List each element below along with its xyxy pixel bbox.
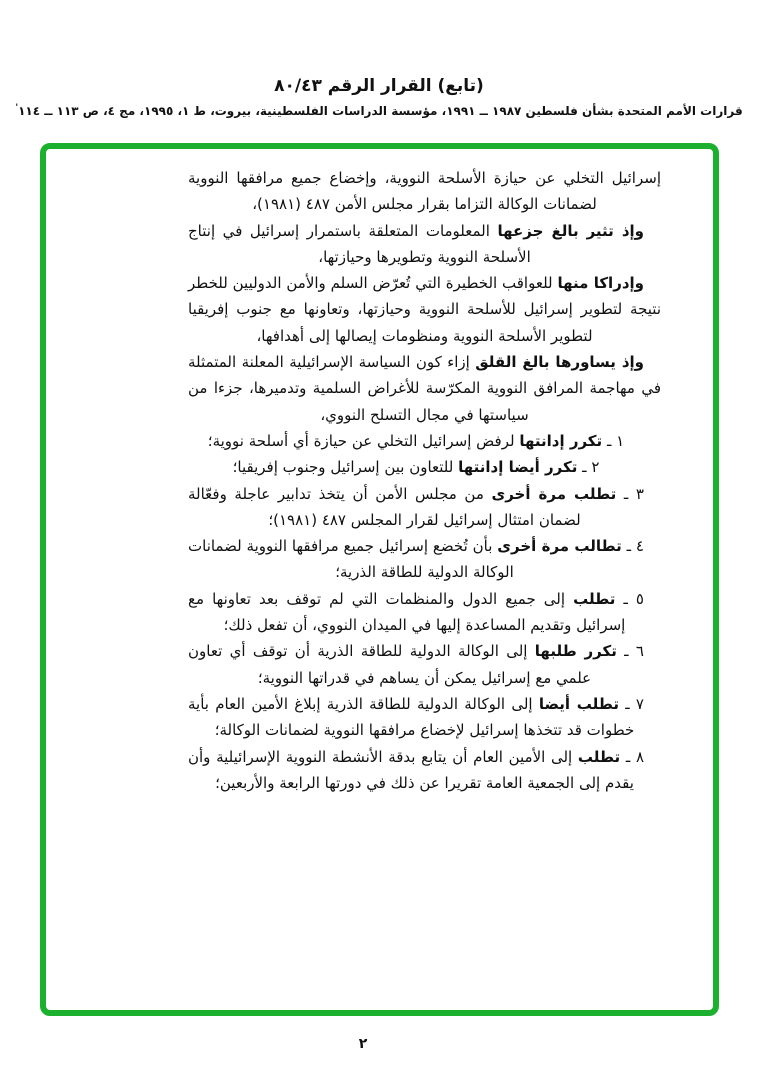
numbered-clause-6 (188, 638, 661, 691)
clause-verb: تكرر أيضا إدانتها (458, 458, 578, 477)
paragraph-lead: وإدراكا منها (557, 274, 645, 293)
numbered-clause-7 (188, 691, 661, 744)
numbered-clause-5 (188, 586, 661, 639)
preamble-paragraph (188, 349, 661, 428)
green-border-frame (40, 143, 719, 1016)
paragraph-text: المعلومات المتعلقة باستمرار إسرائيل في إنتاج الأسلحة النووية وتطويرها وحيازتها، (188, 221, 531, 266)
clause-verb: تطلب (577, 747, 621, 766)
clause-verb: تطلب (573, 589, 616, 608)
numbered-clause-1 (188, 428, 661, 454)
paragraph-lead: وإذ تثير بالغ جزعها (497, 221, 644, 240)
clause-text: إلى الأمين العام أن يتابع بدقة الأنشطة النووية الإسرائيلية وأن يقدم إلى الجمعية العامة تقريرا عن ذلك في دورتها الرابعة والأربعين؛ (188, 747, 634, 792)
clause-text: من مجلس الأمن أن يتخذ تدابير عاجلة وفعّالة لضمان امتثال إسرائيل لقرار المجلس ٤٨٧ (١٩٨١)؛ (188, 484, 581, 529)
clause-number: ٢ ـ (582, 458, 600, 477)
clause-number: ٨ ـ (625, 747, 644, 766)
clause-text: إلى الوكالة الدولية للطاقة الذرية أن توقف أي تعاون علمي مع إسرائيل يمكن أن يساهم في قدراتها النووية؛ (188, 642, 592, 687)
page-number: ٢ (358, 1036, 368, 1052)
paragraph-text: للعواقب الخطيرة التي تُعرّض السلم والأمن الدوليين للخطر نتيجة لتطوير إسرائيل للأسلحة النووية وحيازتها، وتعاونها مع جنوب إفريقيا لتطوير الأسلحة النووية ومنظومات إيصالها إلى أهدافها، (188, 274, 661, 345)
resolution-text-block (46, 149, 713, 796)
document-source-line (0, 103, 758, 118)
preamble-paragraph (188, 218, 661, 271)
numbered-clause-4 (188, 533, 661, 586)
footnote-mark: ' (15, 103, 19, 113)
numbered-clause-3 (188, 481, 661, 534)
clause-number: ٤ ـ (626, 537, 644, 556)
numbered-clause-8 (188, 744, 661, 797)
clause-number: ٣ ـ (623, 484, 644, 503)
clause-verb: تكرر إدانتها (519, 431, 603, 450)
clause-number: ١ ـ (606, 431, 625, 450)
paragraph-lead: وإذ يساورها بالغ القلق (475, 353, 644, 372)
paragraph-text: إسرائيل التخلي عن حيازة الأسلحة النووية، وإخضاع جميع مرافقها النووية لضمانات الوكالة التزاما بقرار مجلس الأمن ٤٨٧ (١٩٨١)، (188, 169, 661, 214)
clause-text: إلى جميع الدول والمنظمات التي لم توقف بعد تعاونها مع إسرائيل وتقديم المساعدة إليها في الميدان النووي، أن تفعل ذلك؛ (188, 589, 626, 635)
clause-verb: تطلب أيضا (538, 694, 619, 713)
clause-text: لرفض إسرائيل التخلي عن حيازة أي أسلحة نووية؛ (207, 431, 515, 450)
clause-text: إلى الوكالة الدولية للطاقة الذرية إبلاغ الأمين العام بأية خطوات قد تتخذها إسرائيل لإخضاع مرافقها النووية لضمانات الوكالة؛ (188, 694, 635, 740)
clause-number: ٥ ـ (623, 589, 644, 608)
clause-verb: تطلب مرة أخرى (491, 484, 617, 503)
clause-verb: تكرر طلبها (534, 642, 617, 661)
source-citation: قرارات الأمم المتحدة بشأن فلسطين ١٩٨٧ ــ ١٩٩١، مؤسسة الدراسات الفلسطينية، بيروت، ط ١، ١٩٩٥، مج ٤، ص ١١٣ ــ ١١٤ (18, 104, 743, 118)
clause-text: للتعاون بين إسرائيل وجنوب إفريقيا؛ (232, 458, 454, 477)
clause-number: ٧ ـ (625, 694, 644, 713)
clause-verb: تطالب مرة أخرى (497, 537, 622, 556)
paragraph-continuation (188, 165, 661, 218)
clause-text: بأن تُخضع إسرائيل جميع مرافقها النووية لضمانات الوكالة الدولية للطاقة الذرية؛ (188, 537, 514, 582)
numbered-clause-2 (188, 454, 661, 480)
clause-number: ٦ ـ (624, 642, 644, 661)
page-header (0, 0, 758, 118)
document-title: (تابع) القرار الرقم ٨٠/٤٣ (274, 76, 484, 96)
preamble-paragraph (188, 270, 661, 349)
paragraph-text: إزاء كون السياسة الإسرائيلية المعلنة المتمثلة في مهاجمة المرافق النووية المكرّسة للأغراض السلمية وتدميرها، جزءا من سياستها في مجال التسلح النووي، (188, 353, 661, 424)
